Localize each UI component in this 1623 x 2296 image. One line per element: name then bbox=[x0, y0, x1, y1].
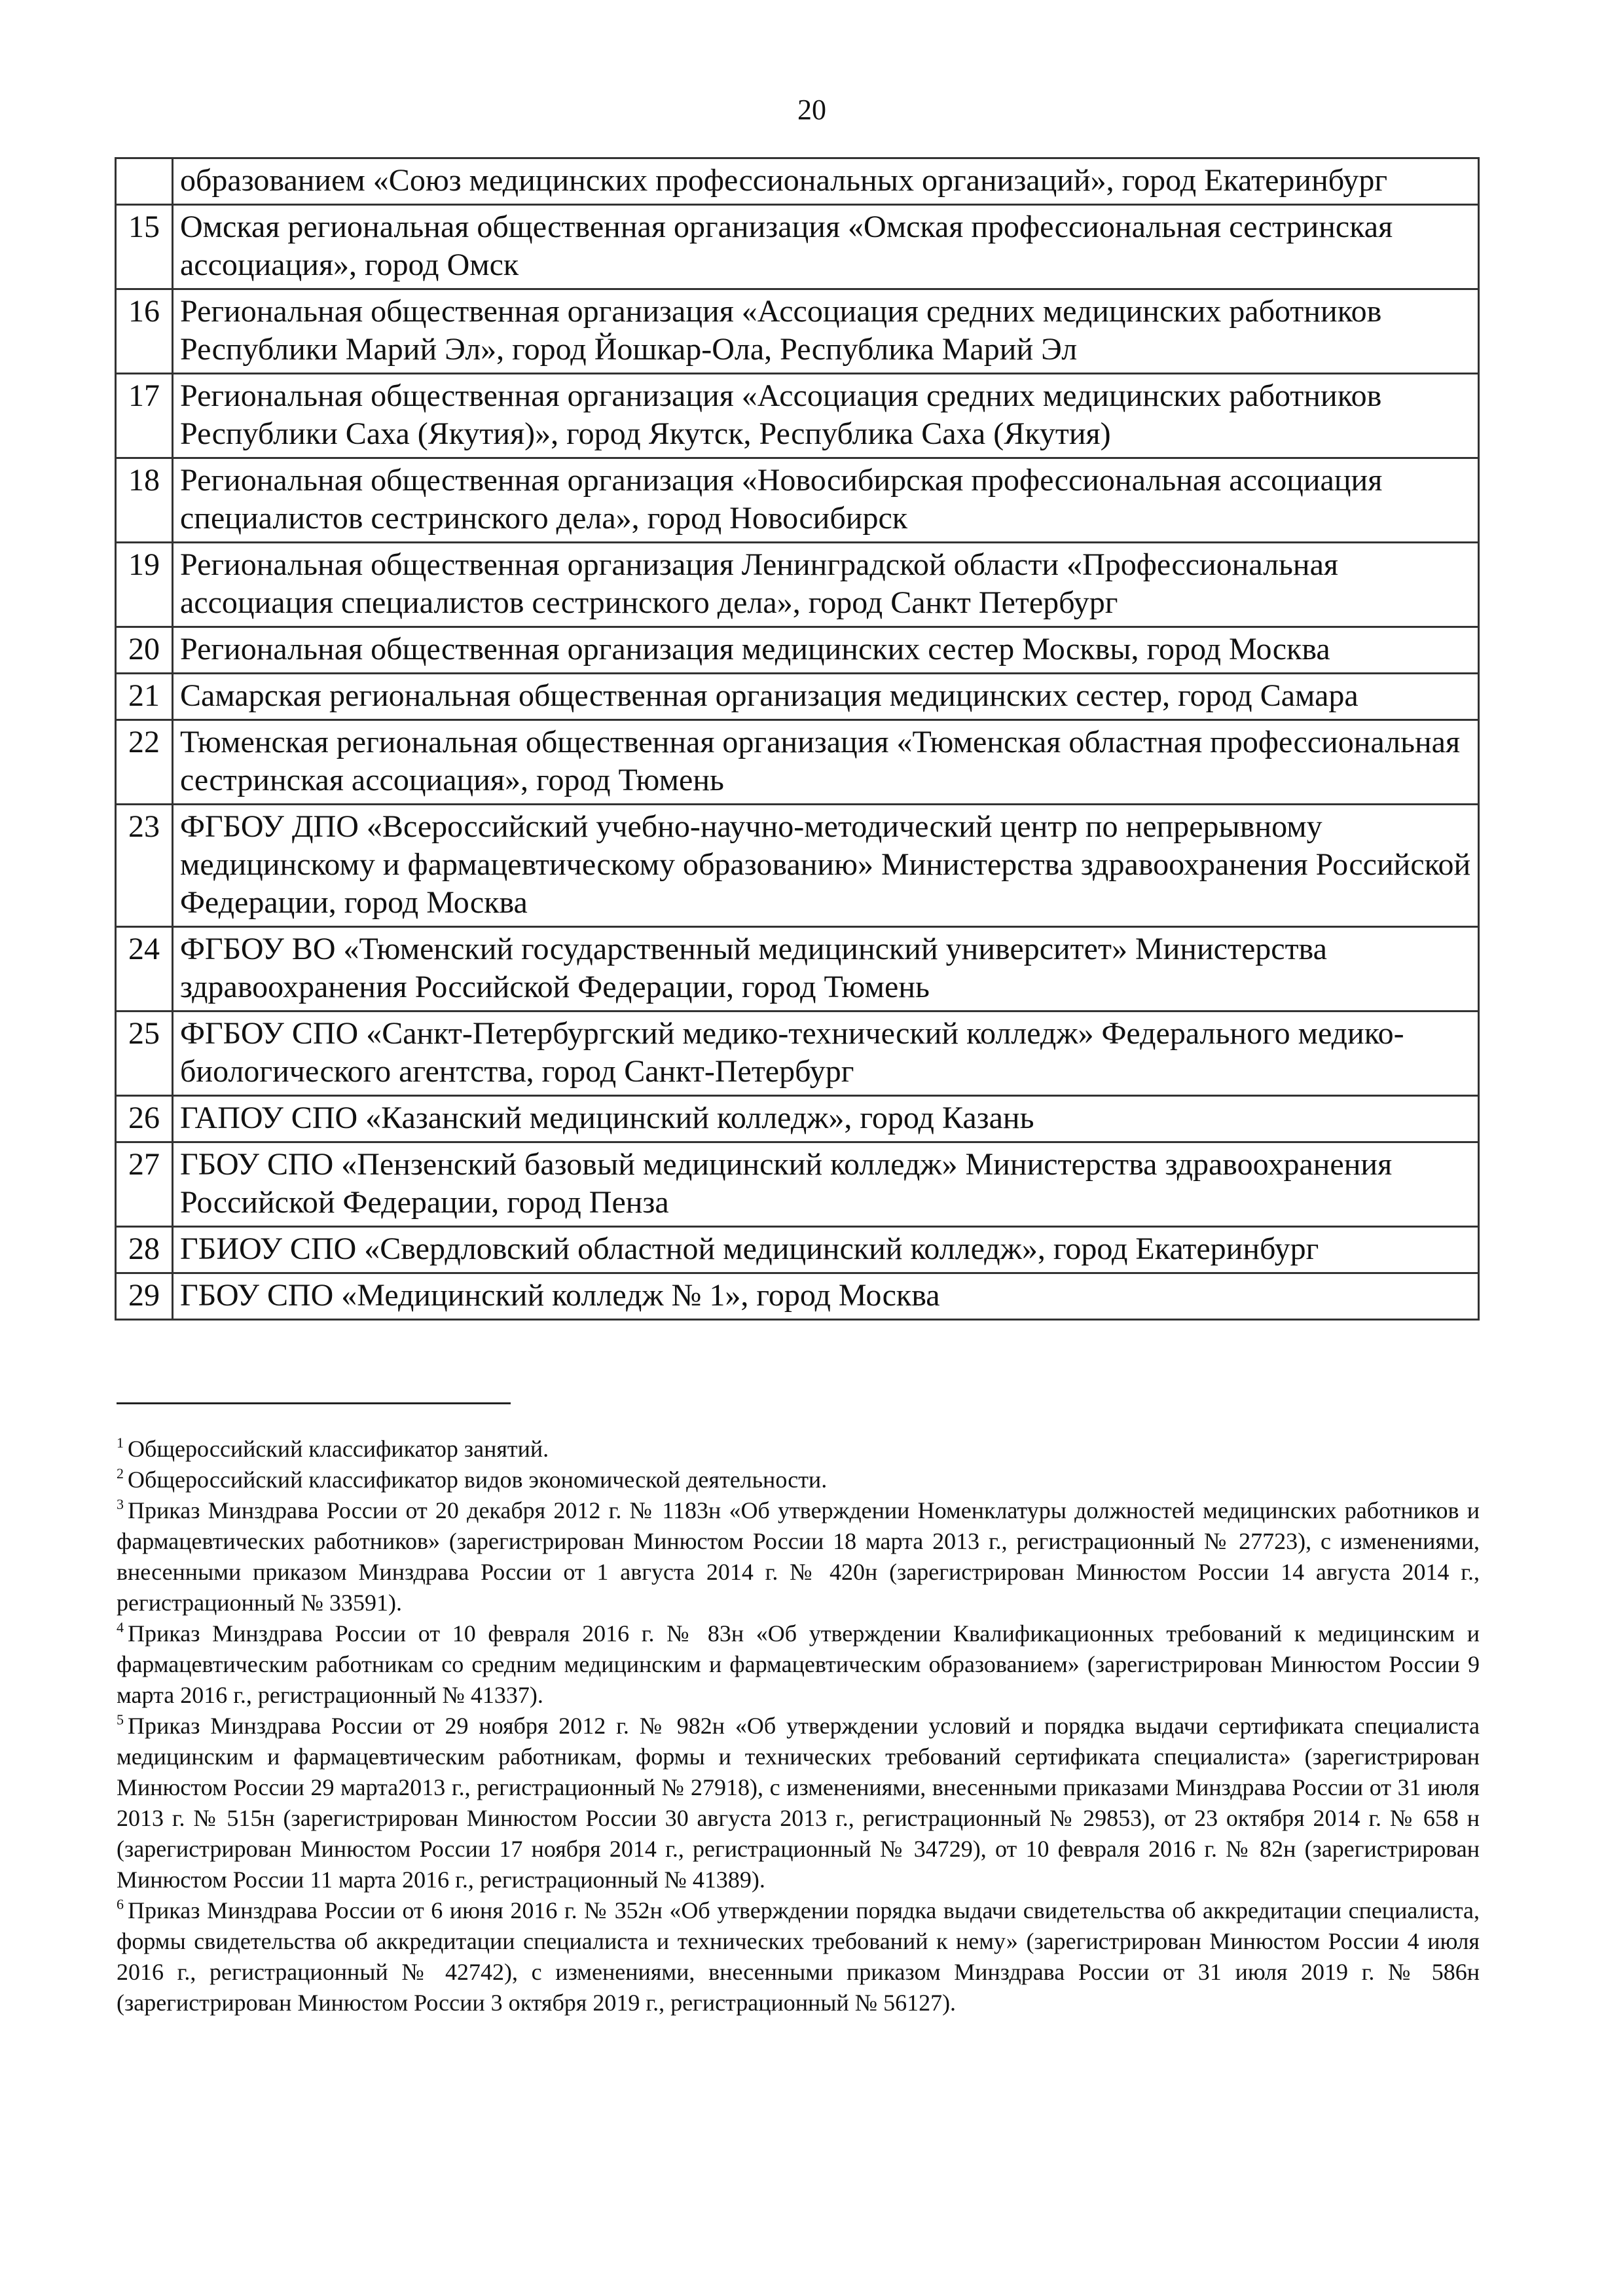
table-row bbox=[116, 674, 1479, 720]
table-row bbox=[116, 627, 1479, 674]
row-number: 18 bbox=[116, 458, 173, 543]
organization-name: Региональная общественная организация Ленинградской области «Профессиональная ассоциация специалистов сестринского дела», город Санкт Петербург bbox=[173, 543, 1479, 627]
organization-name: Региональная общественная организация «Ассоциация средних медицинских работников Республики Саха (Якутия)», город Якутск, Республика Саха (Якутия) bbox=[173, 374, 1479, 458]
footnote-text: Приказ Минздрава России от 20 декабря 2012 г. № 1183н «Об утверждении Номенклатуры должностей медицинских работников и фармацевтических работников» (зарегистрирован Минюстом России 18 марта 2013 г., регистрационный № 27723), с изменениями, внесенными приказом Минздрава России от 1 августа 2014 г. № 420н (зарегистрирован Минюстом России 14 августа 2014 г., регистрационный № 33591). bbox=[117, 1497, 1480, 1616]
organization-name: Омская региональная общественная организация «Омская профессиональная сестринская ассоциация», город Омск bbox=[173, 205, 1479, 289]
table-row bbox=[116, 927, 1479, 1011]
row-number: 17 bbox=[116, 374, 173, 458]
footnote-mark: 3 bbox=[117, 1496, 124, 1512]
footnote-separator bbox=[117, 1402, 511, 1404]
organization-name: Самарская региональная общественная организация медицинских сестер, город Самара bbox=[173, 674, 1479, 720]
row-number: 16 bbox=[116, 289, 173, 374]
footnote-mark: 2 bbox=[117, 1465, 124, 1482]
table-row bbox=[116, 1227, 1479, 1273]
footnote-mark: 6 bbox=[117, 1896, 124, 1912]
footnote-mark: 1 bbox=[117, 1434, 124, 1451]
organization-name: Региональная общественная организация «Ассоциация средних медицинских работников Республики Марий Эл», город Йошкар-Ола, Республика Марий Эл bbox=[173, 289, 1479, 374]
table-row bbox=[116, 1142, 1479, 1227]
footnote bbox=[117, 1895, 1480, 2018]
footnote bbox=[117, 1465, 1480, 1495]
organization-name: ГАПОУ СПО «Казанский медицинский колледж», город Казань bbox=[173, 1096, 1479, 1142]
organization-name: Региональная общественная организация медицинских сестер Москвы, город Москва bbox=[173, 627, 1479, 674]
table-row bbox=[116, 1096, 1479, 1142]
organization-name: ГБОУ СПО «Медицинский колледж № 1», город Москва bbox=[173, 1273, 1479, 1320]
row-number: 15 bbox=[116, 205, 173, 289]
footnote bbox=[117, 1711, 1480, 1895]
organizations-table-body bbox=[116, 158, 1479, 1320]
table-row bbox=[116, 205, 1479, 289]
table-row bbox=[116, 543, 1479, 627]
footnote-mark: 4 bbox=[117, 1619, 124, 1635]
table-row bbox=[116, 158, 1479, 205]
row-number: 27 bbox=[116, 1142, 173, 1227]
organization-name: ФГБОУ СПО «Санкт-Петербургский медико-технический колледж» Федерального медико-биологического агентства, город Санкт-Петербург bbox=[173, 1011, 1479, 1096]
row-number: 28 bbox=[116, 1227, 173, 1273]
table-row bbox=[116, 458, 1479, 543]
table-row bbox=[116, 1273, 1479, 1320]
footnote-mark: 5 bbox=[117, 1711, 124, 1728]
table-row bbox=[116, 374, 1479, 458]
row-number: 23 bbox=[116, 805, 173, 927]
footnote-text: Общероссийский классификатор видов экономической деятельности. bbox=[128, 1467, 828, 1493]
footnote-text: Приказ Минздрава России от 29 ноября 2012 г. № 982н «Об утверждении условий и порядка выдачи сертификата специалиста медицинским и фармацевтическим работникам, формы и технических требований сертификата специалиста» (зарегистрирован Минюстом России 29 марта2013 г., регистрационный № 27918), с изменениями, внесенными приказами Минздрава России от 31 июля 2013 г. № 515н (зарегистрирован Минюстом России 30 августа 2013 г., регистрационный № 29853), от 23 октября 2014 г. № 658 н (зарегистрирован Минюстом России 17 ноября 2014 г., регистрационный № 34729), от 10 февраля 2016 г. № 82н (зарегистрирован Минюстом России 11 марта 2016 г., регистрационный № 41389). bbox=[117, 1713, 1480, 1893]
footnote-text: Приказ Минздрава России от 10 февраля 2016 г. № 83н «Об утверждении Квалификационных требований к медицинским и фармацевтическим работникам со средним медицинским и фармацевтическим образованием» (зарегистрирован Минюстом России 9 марта 2016 г., регистрационный № 41337). bbox=[117, 1620, 1480, 1708]
organization-name: ФГБОУ ВО «Тюменский государственный медицинский университет» Министерства здравоохранения Российской Федерации, город Тюмень bbox=[173, 927, 1479, 1011]
table-row bbox=[116, 720, 1479, 805]
footnote bbox=[117, 1495, 1480, 1618]
table-row bbox=[116, 805, 1479, 927]
organization-name: Региональная общественная организация «Новосибирская профессиональная ассоциация специалистов сестринского дела», город Новосибирск bbox=[173, 458, 1479, 543]
page-number: 20 bbox=[797, 94, 826, 126]
row-number: 22 bbox=[116, 720, 173, 805]
organization-name: Тюменская региональная общественная организация «Тюменская областная профессиональная сестринская ассоциация», город Тюмень bbox=[173, 720, 1479, 805]
row-number: 20 bbox=[116, 627, 173, 674]
footnote bbox=[117, 1434, 1480, 1465]
row-number: 19 bbox=[116, 543, 173, 627]
organization-name: образованием «Союз медицинских профессиональных организаций», город Екатеринбург bbox=[173, 158, 1479, 205]
footnote bbox=[117, 1618, 1480, 1711]
footnote-text: Приказ Минздрава России от 6 июня 2016 г. № 352н «Об утверждении порядка выдачи свидетельства об аккредитации специалиста, формы свидетельства об аккредитации специалиста и технических требований к нему» (зарегистрирован Минюстом России 4 июля 2016 г., регистрационный № 42742), с изменениями, внесенными приказом Минздрава России от 31 июля 2019 г. № 586н (зарегистрирован Минюстом России 3 октября 2019 г., регистрационный № 56127). bbox=[117, 1897, 1480, 2016]
row-number: 29 bbox=[116, 1273, 173, 1320]
table-row bbox=[116, 1011, 1479, 1096]
organization-name: ФГБОУ ДПО «Всероссийский учебно-научно-методический центр по непрерывному медицинскому и фармацевтическому образованию» Министерства здравоохранения Российской Федерации, город Москва bbox=[173, 805, 1479, 927]
footnote-text: Общероссийский классификатор занятий. bbox=[128, 1436, 549, 1462]
organizations-table bbox=[115, 157, 1480, 1321]
row-number bbox=[116, 158, 173, 205]
row-number: 24 bbox=[116, 927, 173, 1011]
table-row bbox=[116, 289, 1479, 374]
row-number: 25 bbox=[116, 1011, 173, 1096]
footnotes bbox=[117, 1434, 1480, 2018]
organization-name: ГБОУ СПО «Пензенский базовый медицинский колледж» Министерства здравоохранения Российской Федерации, город Пенза bbox=[173, 1142, 1479, 1227]
row-number: 26 bbox=[116, 1096, 173, 1142]
organization-name: ГБИОУ СПО «Свердловский областной медицинский колледж», город Екатеринбург bbox=[173, 1227, 1479, 1273]
row-number: 21 bbox=[116, 674, 173, 720]
